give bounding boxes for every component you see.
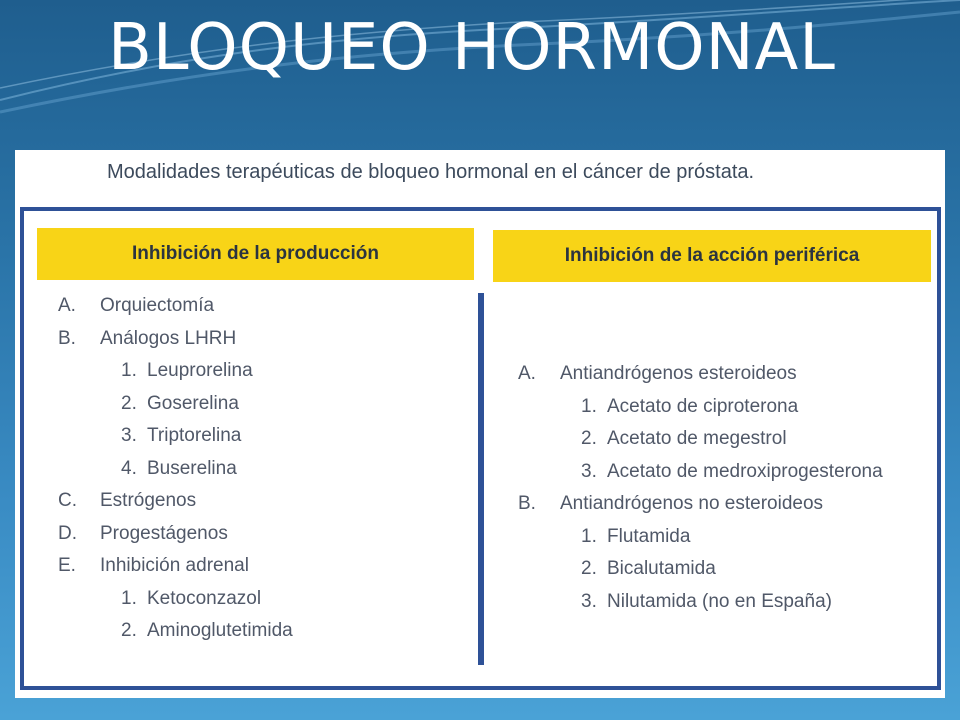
list-item (518, 358, 883, 391)
list-item (58, 485, 293, 518)
item-text: Acetato de megestrol (607, 428, 787, 449)
item-marker: B. (58, 327, 76, 349)
item-marker: 3. (121, 425, 137, 446)
item-text: Orquiectomía (100, 295, 215, 316)
item-marker: 2. (581, 558, 597, 579)
item-marker: 1. (121, 360, 137, 381)
list-item (58, 550, 293, 583)
list-item (58, 518, 293, 551)
list-item (58, 323, 293, 356)
figure-caption: Modalidades terapéuticas de bloqueo hormonal en el cáncer de próstata. (107, 161, 755, 183)
item-text: Bicalutamida (607, 558, 716, 579)
item-text: Aminoglutetimida (147, 620, 293, 641)
list-subitem (58, 615, 293, 648)
item-marker: D. (58, 522, 77, 544)
item-text: Estrógenos (100, 490, 197, 511)
list-subitem (518, 553, 883, 586)
item-text: Antiandrógenos no esteroideos (560, 493, 824, 514)
item-marker: A. (58, 295, 76, 316)
peripheral-inhibition-list (518, 358, 883, 618)
item-text: Acetato de medroxiprogesterona (607, 460, 883, 482)
item-marker: B. (518, 493, 536, 514)
item-text: Acetato de ciproterona (607, 395, 799, 417)
list-subitem (518, 521, 883, 554)
list-subitem (518, 391, 883, 424)
item-marker: 3. (581, 460, 597, 482)
column-divider (478, 293, 484, 665)
list-item (518, 488, 883, 521)
item-marker: 2. (581, 428, 597, 449)
item-marker: 4. (121, 457, 137, 479)
list-subitem (58, 583, 293, 616)
list-subitem (58, 355, 293, 388)
item-text: Inhibición adrenal (100, 555, 249, 576)
list-subitem (58, 453, 293, 486)
item-text: Leuprorelina (147, 360, 253, 381)
list-subitem (58, 420, 293, 453)
list-subitem (58, 388, 293, 421)
item-marker: 2. (121, 392, 137, 414)
item-marker: C. (58, 490, 77, 511)
list-subitem (518, 586, 883, 619)
item-marker: 2. (121, 620, 137, 641)
item-text: Nilutamida (no en España) (607, 590, 832, 612)
item-marker: E. (58, 555, 76, 576)
list-subitem (518, 423, 883, 456)
item-marker: 3. (581, 590, 597, 612)
header-production-inhibition: Inhibición de la producción (37, 228, 474, 280)
list-item (58, 290, 293, 323)
table-figure (15, 150, 945, 698)
header-peripheral-inhibition: Inhibición de la acción periférica (493, 230, 931, 282)
item-marker: 1. (581, 395, 597, 417)
item-text: Progestágenos (100, 522, 228, 544)
slide-title: BLOQUEO HORMONAL (108, 11, 836, 85)
list-subitem (518, 456, 883, 489)
item-text: Flutamida (607, 525, 691, 547)
item-text: Ketoconzazol (147, 587, 262, 609)
item-text: Antiandrógenos esteroideos (560, 363, 797, 384)
item-marker: 1. (121, 587, 137, 609)
item-text: Triptorelina (147, 425, 242, 446)
item-marker: A. (518, 363, 536, 384)
production-inhibition-list (58, 290, 293, 648)
item-marker: 1. (581, 525, 597, 547)
item-text: Análogos LHRH (100, 327, 237, 349)
therapy-table (20, 207, 941, 690)
item-text: Buserelina (147, 457, 237, 479)
item-text: Goserelina (147, 392, 239, 414)
